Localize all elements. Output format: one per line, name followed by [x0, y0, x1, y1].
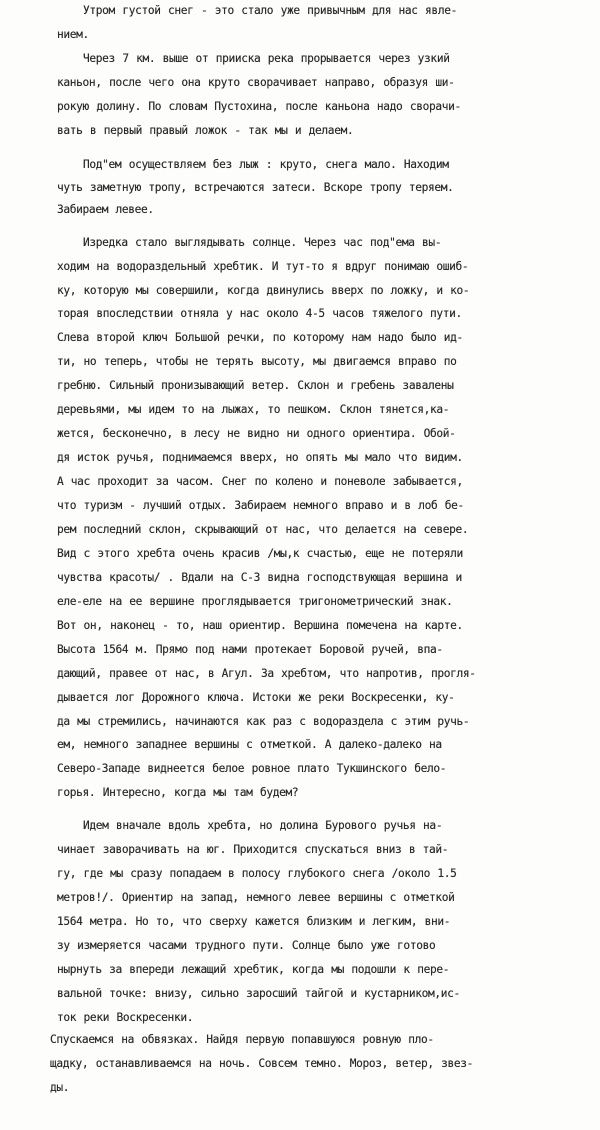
text-line: дывается лог Дорожного ключа. Истоки же реки Воскресенки, ку- — [57, 691, 455, 704]
text-line: чувства красоты/ . Вдали на С-З видна господствующая вершина и — [57, 571, 462, 584]
text-line: Через 7 км. выше от прииска река прорывается через узкий — [83, 52, 450, 65]
text-line: жется, бесконечно, в лесу не видно ни одного ориентира. Обой- — [57, 427, 456, 440]
text-line: дя исток ручья, поднимаемся вверх, но опять мы мало что видим. — [57, 451, 463, 464]
text-line: Высота 1564 м. Прямо под нами протекает Боровой ручей, впа- — [57, 643, 443, 656]
text-line: ходим на водораздельный хребтик. И тут-то я вдруг понимаю ошиб- — [57, 260, 469, 273]
text-line: еле-еле на ее вершине проглядывается тригонометрический знак. — [57, 595, 453, 608]
text-line: щадку, останавливаемся на ночь. Совсем темно. Мороз, ветер, звез- — [50, 1057, 474, 1070]
text-line: метров!/. Ориентир на запад, немного левее вершины с отметкой — [57, 891, 455, 904]
text-line: ды. — [50, 1081, 70, 1094]
text-line: Изредка стало выглядывать солнце. Через час под"ема вы- — [83, 236, 442, 249]
text-line: вальной точке: внизу, сильно заросший тайгой и кустарником,ис- — [57, 987, 460, 1000]
text-line: ем, немного западнее вершины с отметкой. А далеко-далеко на — [57, 738, 442, 751]
text-line: нием. — [57, 28, 89, 41]
text-line: торая впоследствии отняла у нас около 4-5 часов тяжелого пути. — [57, 307, 462, 320]
text-line: рем последний склон, скрывающий от нас, что делается на севере. — [57, 523, 469, 536]
text-line: да мы стремились, начинаются как раз с водораздела с этим ручь- — [57, 715, 470, 728]
text-line: Вот он, наконец - то, наш ориентир. Вершина помечена на карте. — [57, 619, 463, 632]
text-line: зу измеряется часами трудного пути. Солнце было уже готово — [57, 939, 436, 952]
text-line: 1564 метра. Но то, что сверху кажется близким и легким, вни- — [57, 915, 451, 928]
text-line: Утром густой снег - это стало уже привычным для нас явле- — [83, 4, 457, 17]
text-line: Слева второй ключ Большой речки, по которому нам надо было ид- — [57, 331, 463, 344]
text-line: А час проходит за часом. Снег по колено и поневоле забывается, — [57, 475, 463, 488]
text-line: Вид с этого хребта очень красив /мы,к счастью, еще не потеряли — [57, 547, 463, 560]
text-line: ти, но теперь, чтобы не терять высоту, мы двигаемся вправо по — [57, 355, 457, 368]
text-line: вать в первый правый ложок - так мы и делаем. — [57, 124, 354, 137]
text-line: чуть заметную тропу, встречаются затеси. Вскоре тропу теряем. — [57, 181, 454, 194]
text-line: чинает заворачивать на юг. Приходится спускаться вниз в тай- — [57, 843, 449, 856]
text-line: каньон, после чего она круто сворачивает направо, образуя ши- — [57, 76, 455, 89]
text-line: нырнуть за впереди лежащий хребтик, когда мы подошли к пере- — [57, 963, 450, 976]
text-line: деревьями, мы идем то на лыжах, то пешком. Склон тянется,ка- — [57, 403, 450, 416]
text-line: ток реки Воскресенки. — [57, 1011, 194, 1024]
text-line: дающий, правее от нас, в Агул. За хребтом, что напротив, прогля- — [57, 667, 476, 680]
text-line: ку, которую мы совершили, когда двинулись вверх по ложку, и ко- — [57, 284, 470, 297]
text-line: что туризм - лучший отдых. Забираем немного вправо и в лоб бе- — [57, 499, 464, 512]
text-line: гу, где мы сразу попадаем в полосу глубокого снега /около 1.5 — [57, 867, 457, 880]
text-line: рокую долину. По словам Пустохина, после каньона надо сворачи- — [57, 100, 461, 113]
text-line: Забираем левее. — [57, 203, 154, 216]
text-line: горья. Интересно, когда мы там будем? — [57, 786, 299, 799]
text-line: Северо-Западе виднеется белое ровное плато Тукшинского бело- — [57, 762, 447, 775]
text-line: Спускаемся на обвязках. Найдя первую попавшуюся ровную пло- — [50, 1033, 434, 1046]
text-line: гребню. Сильный пронизывающий ветер. Склон и гребень завалены — [57, 379, 454, 392]
text-line: Под"ем осуществляем без лыж : круто, снега мало. Находим — [83, 158, 449, 171]
text-line: Идем вначале вдоль хребта, но долина Бурового ручья на- — [83, 819, 443, 832]
